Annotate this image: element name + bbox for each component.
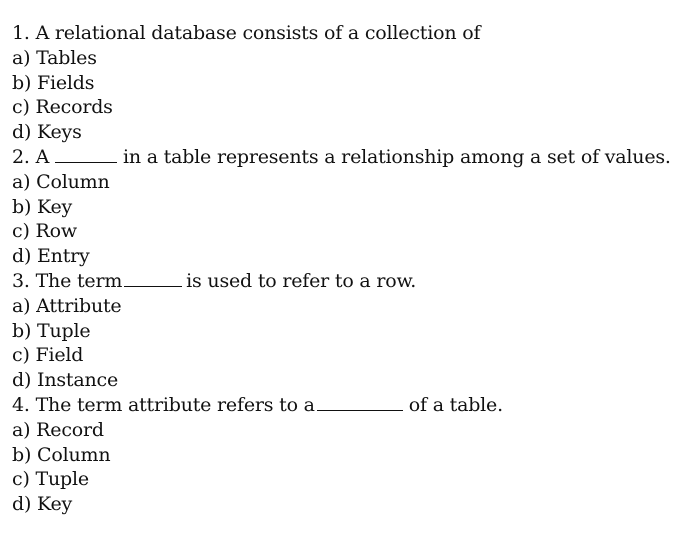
question-3-stem bbox=[12, 269, 688, 294]
question-2-stem-after: in a table represents a relationship among a set of values. bbox=[122, 145, 671, 168]
question-3-option-b: b) Tuple bbox=[12, 319, 91, 342]
question-1-stem: 1. A relational database consists of a collection of bbox=[12, 22, 481, 44]
question-3-option-c: c) Field bbox=[12, 344, 84, 367]
question-3-option-d: d) Instance bbox=[12, 369, 118, 392]
question-1-option-d: d) Keys bbox=[12, 121, 82, 144]
question-2-option-d: d) Entry bbox=[12, 245, 90, 268]
question-4-option-b: b) Column bbox=[12, 443, 111, 466]
question-4-option-a: a) Record bbox=[12, 418, 104, 441]
question-4-stem-before: 4. The term attribute refers to a bbox=[12, 393, 315, 416]
question-3-stem-before: 3. The term bbox=[12, 269, 123, 292]
question-2-stem bbox=[12, 145, 688, 170]
question-4-option-d: d) Key bbox=[12, 493, 73, 516]
question-2-option-b: b) Key bbox=[12, 195, 73, 218]
question-2-stem-before: 2. A bbox=[12, 145, 50, 168]
question-3-option-a: a) Attribute bbox=[12, 294, 122, 317]
quiz-document bbox=[12, 21, 688, 517]
question-1-option-b: b) Fields bbox=[12, 71, 95, 94]
question-4-option-c: c) Tuple bbox=[12, 468, 89, 491]
question-3-blank bbox=[124, 269, 182, 287]
question-1-option-c: c) Records bbox=[12, 96, 113, 119]
question-4-stem-after: of a table. bbox=[408, 393, 503, 416]
question-4-blank bbox=[317, 393, 403, 411]
question-3-stem-after: is used to refer to a row. bbox=[186, 269, 417, 292]
question-2-blank bbox=[55, 145, 117, 163]
question-1-option-a: a) Tables bbox=[12, 46, 97, 69]
question-4-stem bbox=[12, 393, 688, 418]
question-2-option-a: a) Column bbox=[12, 170, 110, 193]
question-2-option-c: c) Row bbox=[12, 220, 77, 243]
